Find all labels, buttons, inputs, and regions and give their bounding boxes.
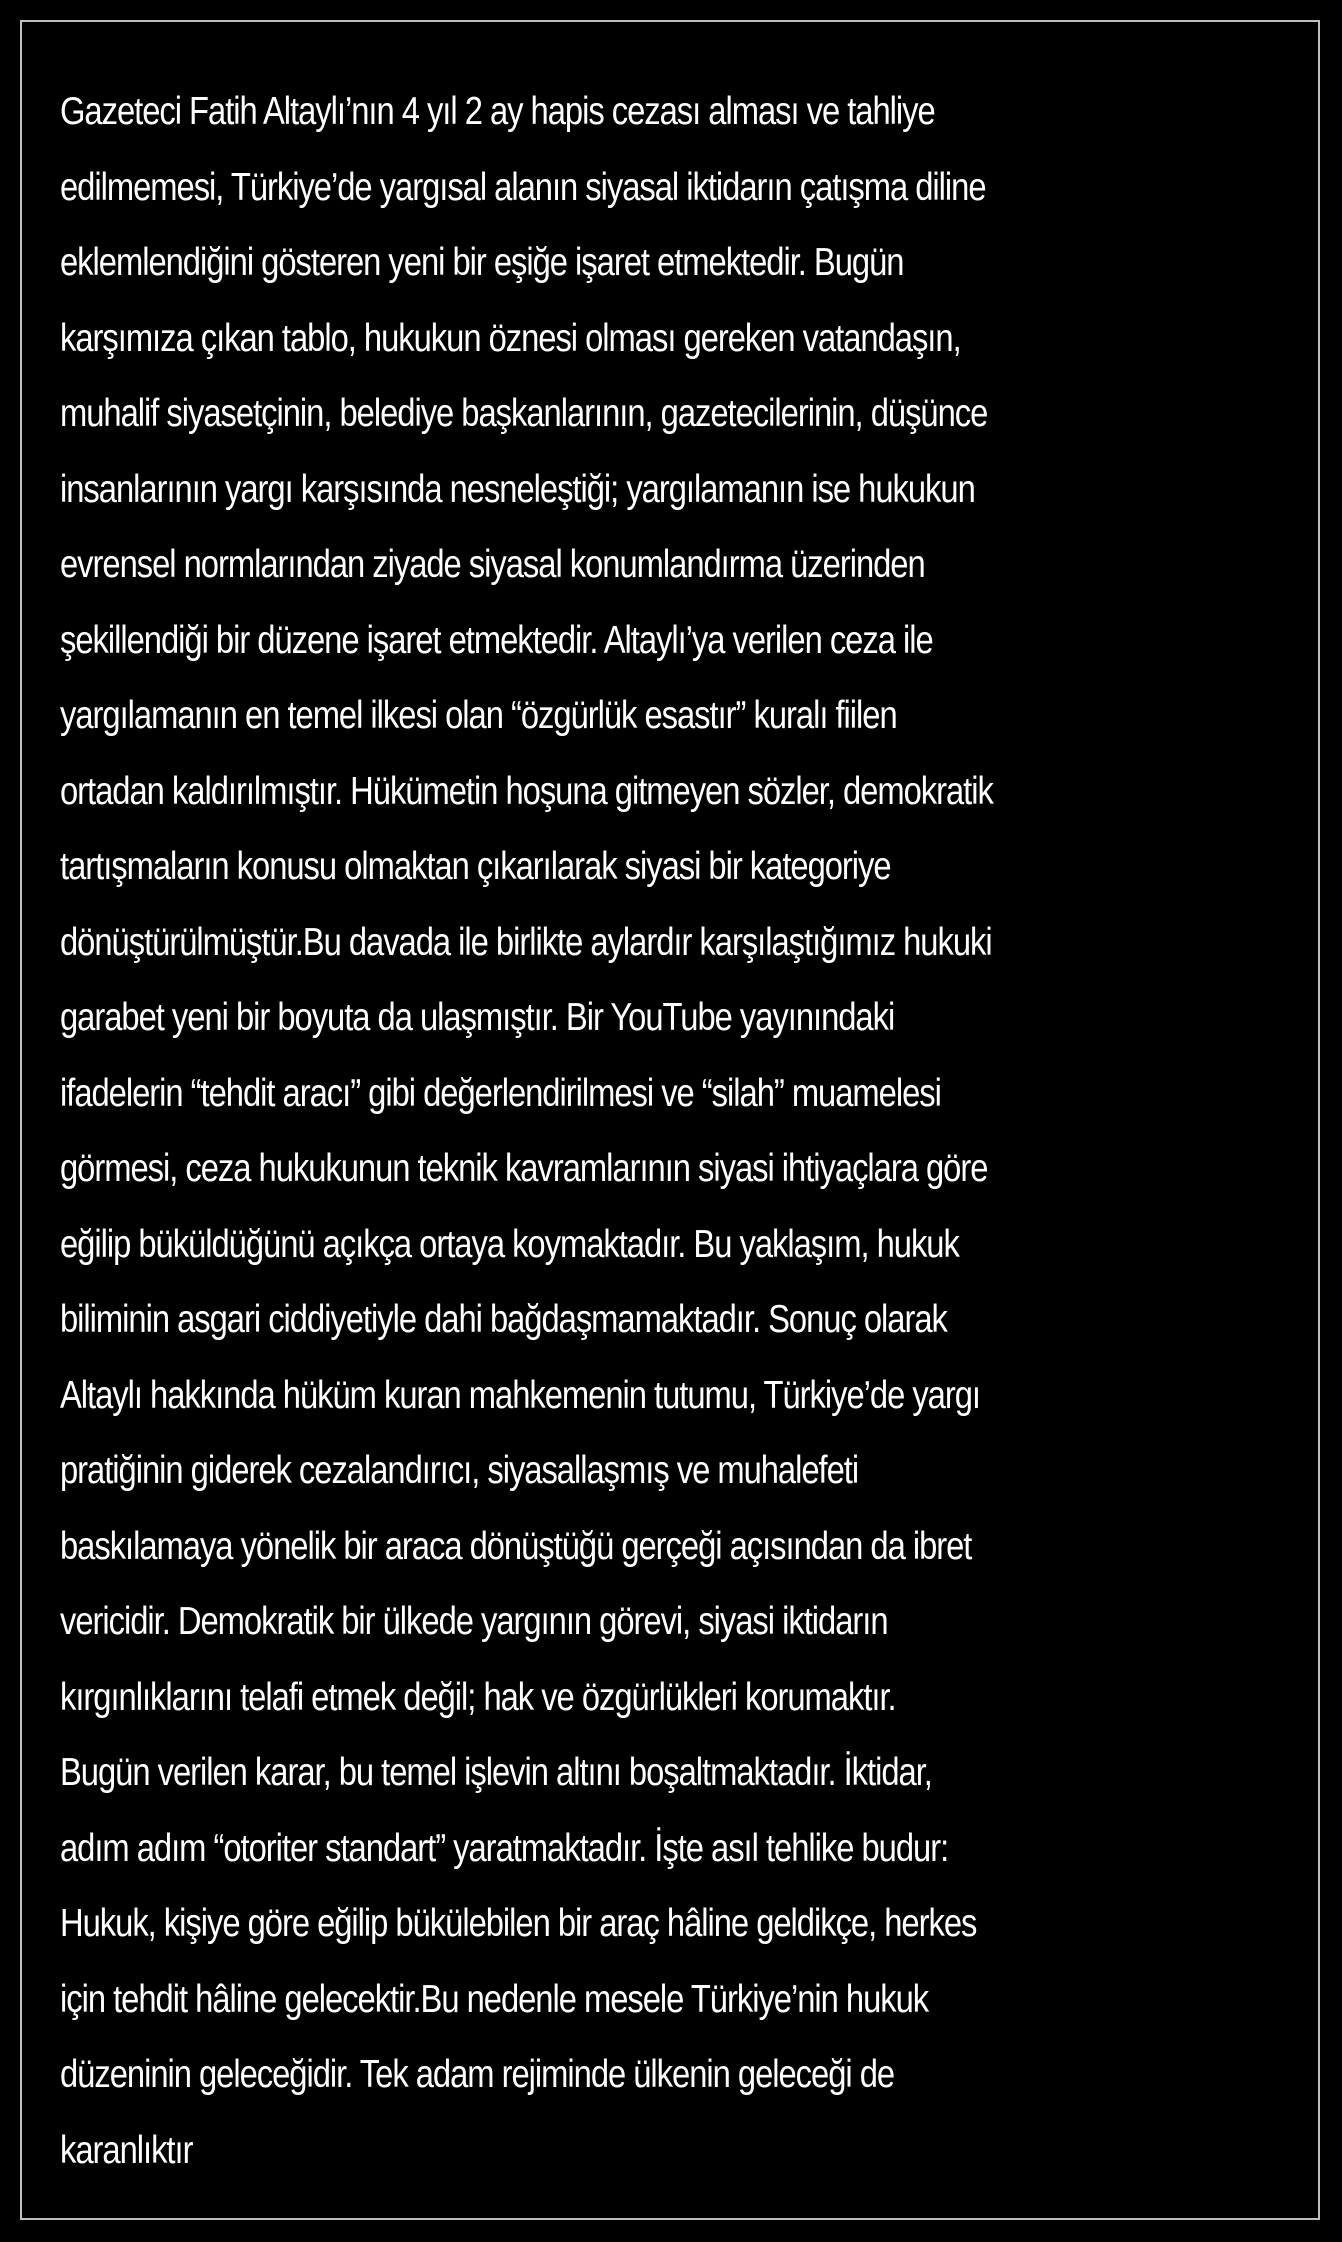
statement-line: düzeninin geleceğidir. Tek adam rejiminde ülkenin geleceği de (60, 2053, 895, 2096)
statement-line: karanlıktır (60, 2128, 193, 2172)
statement-line: dönüştürülmüştür.Bu davada ile birlikte aylardır karşılaştığımız hukuki (60, 920, 992, 964)
statement-line: için tehdit hâline gelecektir.Bu nedenle mesele Türkiye’nin hukuk (60, 1977, 929, 2021)
statement-line: görmesi, ceza hukukunun teknik kavramlarının siyasi ihtiyaçlara göre (60, 1147, 988, 1190)
statement-line: insanlarının yargı karşısında nesneleştiği; yargılamanın ise hukukun (60, 467, 975, 511)
statement-line: vericidir. Demokratik bir ülkede yargının görevi, siyasi iktidarın (60, 1600, 888, 1643)
statement-line: adım adım “otoriter standart” yaratmaktadır. İşte asıl tehlike budur: (60, 1826, 949, 1870)
statement-line: evrensel normlarından ziyade siyasal konumlandırma üzerinden (60, 543, 925, 586)
statement-line: yargılamanın en temel ilkesi olan “özgürlük esastır” kuralı fiilen (60, 694, 897, 737)
statement-line: eğilip büküldüğünü açıkça ortaya koymaktadır. Bu yaklaşım, hukuk (60, 1222, 959, 1266)
statement-line: karşımıza çıkan tablo, hukukun öznesi olması gereken vatandaşın, (60, 316, 961, 360)
statement-line: şekillendiği bir düzene işaret etmektedir. Altaylı’ya verilen ceza ile (60, 618, 933, 662)
statement-line: Bugün verilen karar, bu temel işlevin altını boşaltmaktadır. İktidar, (60, 1751, 932, 1794)
statement-line: kırgınlıklarını telafi etmek değil; hak ve özgürlükleri korumaktır. (60, 1675, 896, 1719)
statement-line: ifadelerin “tehdit aracı” gibi değerlendirilmesi ve “silah” muamelesi (60, 1071, 941, 1115)
statement-line: garabet yeni bir boyuta da ulaşmıştır. Bir YouTube yayınındaki (60, 996, 895, 1039)
statement-text (60, 74, 1114, 2188)
statement-line: eklemlendiğini gösteren yeni bir eşiğe işaret etmektedir. Bugün (60, 241, 904, 284)
statement-line: edilmemesi, Türkiye’de yargısal alanın siyasal iktidarın çatışma diline (60, 165, 986, 209)
statement-line: biliminin asgari ciddiyetiyle dahi bağdaşmamaktadır. Sonuç olarak (60, 1298, 947, 1341)
statement-line: Hukuk, kişiye göre eğilip bükülebilen bir araç hâline geldikçe, herkes (60, 1902, 977, 1945)
statement-line: muhalif siyasetçinin, belediye başkanlarının, gazetecilerinin, düşünce (60, 392, 988, 435)
statement-line: pratiğinin giderek cezalandırıcı, siyasallaşmış ve muhalefeti (60, 1449, 859, 1492)
statement-line: ortadan kaldırılmıştır. Hükümetin hoşuna gitmeyen sözler, demokratik (60, 769, 993, 813)
statement-line: Altaylı hakkında hüküm kuran mahkemenin tutumu, Türkiye’de yargı (60, 1373, 980, 1417)
statement-line: baskılamaya yönelik bir araca dönüştüğü gerçeği açısından da ibret (60, 1524, 972, 1568)
statement-line: tartışmaların konusu olmaktan çıkarılarak siyasi bir kategoriye (60, 845, 891, 888)
statement-line: Gazeteci Fatih Altaylı’nın 4 yıl 2 ay hapis cezası alması ve tahliye (60, 90, 935, 133)
